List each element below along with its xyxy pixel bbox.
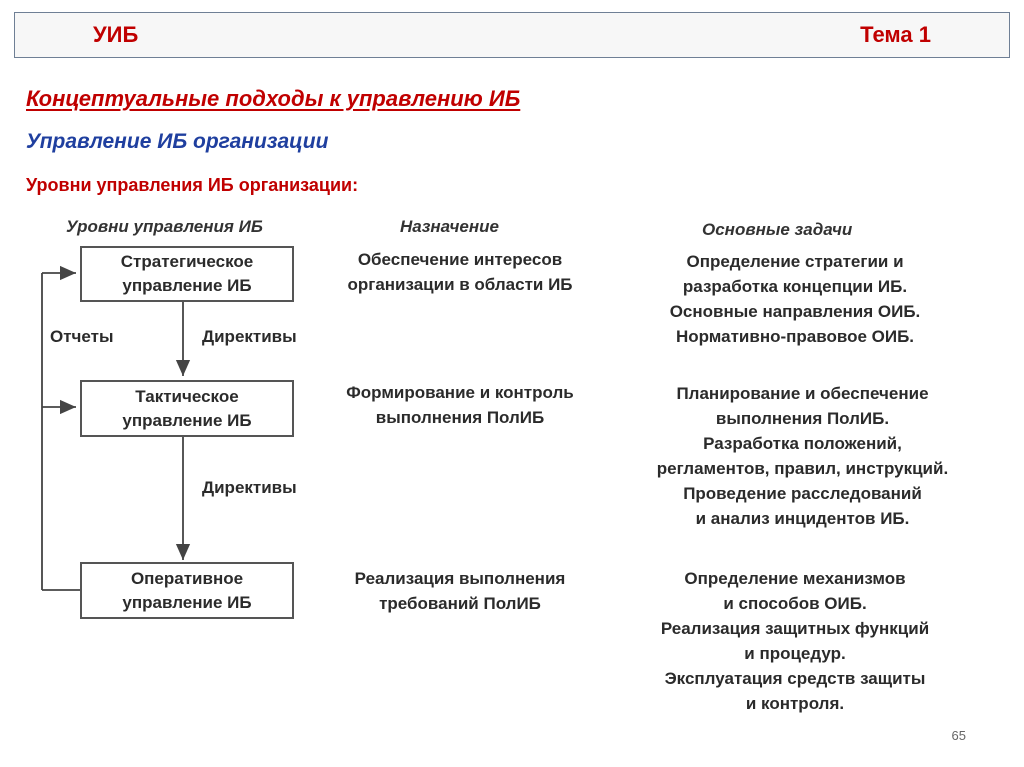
slide-header [14, 12, 1010, 58]
directive-label-2: Директивы [202, 478, 297, 497]
header-course: УИБ [93, 22, 139, 47]
slide-subtitle: Управление ИБ организации [26, 130, 329, 153]
level-box-strategic: Стратегическое управление ИБ [80, 246, 294, 302]
purpose-tactical: Формирование и контроль выполнения ПолИБ [346, 383, 574, 427]
page-number: 65 [951, 728, 966, 743]
level-box-tactical: Тактическое управление ИБ [80, 380, 294, 437]
reports-label: Отчеты [50, 327, 114, 346]
level-box-operational: Оперативное управление ИБ [80, 562, 294, 619]
purpose-strategic: Обеспечение интересов организации в области ИБ [347, 250, 573, 294]
tasks-strategic: Определение стратегии и разработка концепции ИБ. Основные направления ОИБ. Нормативно-правовое ОИБ. [669, 252, 921, 346]
tasks-tactical: Планирование и обеспечение выполнения ПолИБ. Разработка положений, регламентов, правил, инструкций. Проведение расследований и анализ инцидентов ИБ. [656, 384, 949, 528]
tasks-operational: Определение механизмов и способов ОИБ. Реализация защитных функций и процедур. Эксплуатация средств защиты и контроля. [660, 569, 930, 713]
purpose-operational: Реализация выполнения требований ПолИБ [354, 569, 566, 613]
header-topic: Тема 1 [860, 22, 931, 47]
column-header-purpose: Назначение [400, 217, 499, 236]
column-header-tasks: Основные задачи [702, 220, 853, 239]
section-title: Уровни управления ИБ организации: [26, 175, 359, 195]
slide-title: Концептуальные подходы к управлению ИБ [26, 86, 521, 111]
directive-label-1: Директивы [202, 327, 297, 346]
column-header-levels: Уровни управления ИБ [66, 217, 263, 236]
